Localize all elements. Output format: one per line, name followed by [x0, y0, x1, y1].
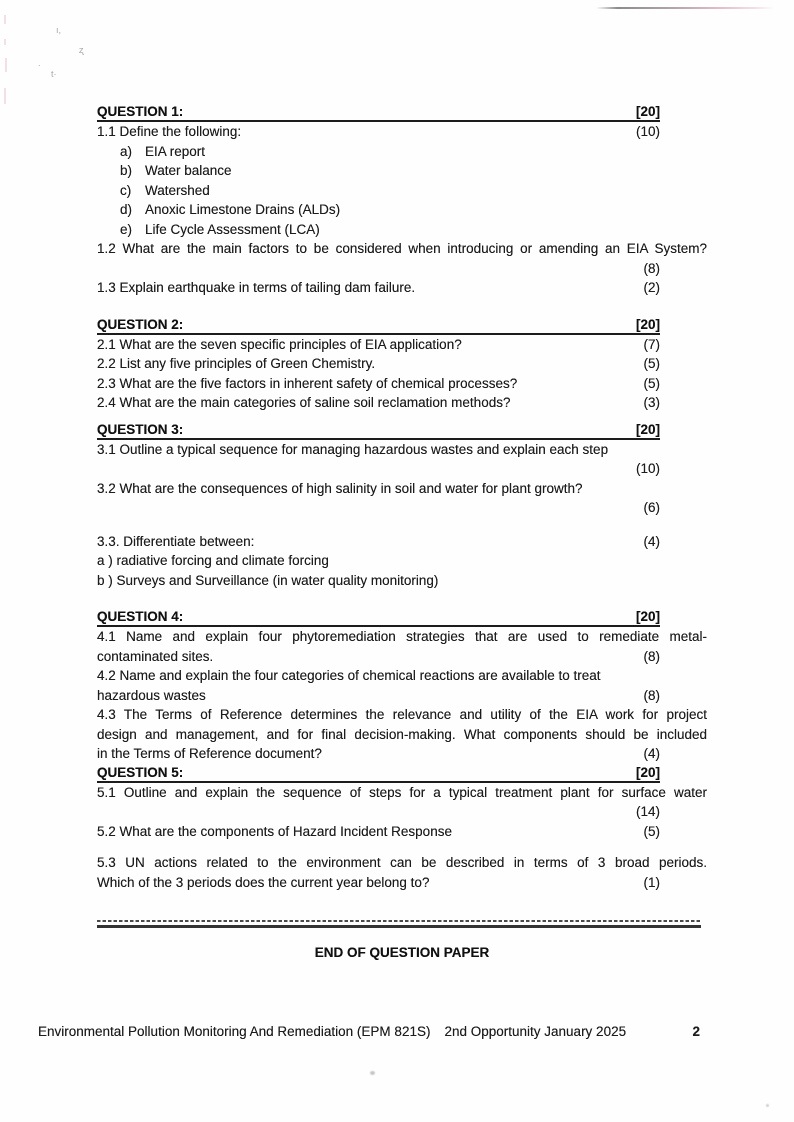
marks-value: (10)	[635, 461, 660, 476]
question-line	[97, 479, 707, 499]
item-label: d)	[120, 202, 133, 217]
marks-value: (5)	[643, 375, 660, 391]
question-line	[97, 627, 707, 647]
question-heading: QUESTION 1:	[97, 104, 184, 119]
item-label: a)	[120, 143, 133, 159]
scan-artifact-pen-mark: t·	[51, 69, 57, 79]
question-line	[97, 335, 707, 355]
marks-value: (4)	[643, 746, 660, 761]
marks-line	[97, 459, 707, 479]
scan-artifact-pink-tick	[4, 15, 6, 24]
question-line	[97, 551, 707, 571]
question-line	[97, 705, 707, 725]
line-text: 3.2 What are the consequences of high salinity in soil and water for plant growth?	[97, 480, 583, 496]
marks-value: (8)	[643, 260, 660, 276]
scan-artifact-smudge	[370, 1071, 375, 1075]
question-1-heading-row	[97, 103, 660, 122]
line-text: 1.1 Define the following:	[97, 124, 242, 139]
question-4-heading-row	[97, 608, 660, 627]
question-total-marks: [20]	[635, 609, 660, 624]
item-label: e)	[120, 221, 133, 237]
marks-value: (14)	[635, 804, 660, 819]
definition-item	[97, 200, 707, 220]
solid-rule	[97, 925, 701, 928]
marks-value: (8)	[643, 648, 660, 664]
scan-artifact-top-line	[596, 7, 774, 9]
scan-artifact-pen-mark: ı,	[56, 25, 62, 35]
question-total-marks: [20]	[635, 421, 660, 437]
marks-line	[97, 802, 707, 822]
footer-course-title: Environmental Pollution Monitoring And Remediation (EPM 821S)	[38, 1024, 431, 1039]
line-text: Which of the 3 periods does the current year belong to?	[97, 874, 430, 890]
scan-artifact-pink-tick	[4, 88, 6, 104]
item-label: b)	[120, 163, 133, 178]
question-line	[97, 239, 707, 259]
definition-item	[97, 220, 707, 240]
marks-value: (2)	[643, 280, 660, 295]
footer-page-number: 2	[692, 1024, 700, 1039]
question-line	[97, 873, 707, 893]
line-text: design and management, and for final decision-making. What components should be included	[97, 726, 707, 742]
question-heading: QUESTION 5:	[97, 764, 184, 780]
question-line	[97, 571, 707, 591]
line-text: 3.1 Outline a typical sequence for managing hazardous wastes and explain each step	[97, 441, 609, 457]
scan-artifact-pink-tick	[5, 58, 7, 72]
question-heading: QUESTION 2:	[97, 316, 184, 332]
end-divider	[97, 920, 701, 928]
item-text: Watershed	[145, 182, 210, 198]
marks-value: (7)	[643, 336, 660, 352]
line-text: 5.2 What are the components of Hazard Incident Response	[97, 823, 452, 839]
question-line	[97, 686, 707, 706]
question-total-marks: [20]	[635, 316, 660, 332]
marks-value: (3)	[643, 395, 660, 410]
marks-value: (5)	[643, 823, 660, 839]
item-text: Life Cycle Assessment (LCA)	[145, 221, 320, 237]
marks-value: (10)	[635, 124, 660, 139]
line-text: 4.3 The Terms of Reference determines the relevance and utility of the EIA work for project	[97, 707, 707, 722]
question-3-heading-row	[97, 421, 660, 440]
question-total-marks: [20]	[635, 104, 660, 119]
line-text: 5.1 Outline and explain the sequence of steps for a typical treatment plant for surface water	[97, 784, 707, 800]
marks-line	[97, 259, 707, 279]
line-text: 2.3 What are the five factors in inherent safety of chemical processes?	[97, 375, 518, 391]
scan-artifact-pen-mark: .	[38, 58, 41, 68]
line-text: b ) Surveys and Surveillance (in water quality monitoring)	[97, 572, 439, 588]
question-line	[97, 354, 707, 374]
marks-line	[97, 498, 707, 518]
question-line	[97, 440, 707, 460]
line-text: 5.3 UN actions related to the environment can be described in terms of 3 broad periods.	[97, 855, 707, 870]
question-line	[97, 393, 707, 413]
line-text: 1.2 What are the main factors to be considered when introducing or amending an EIA System?	[97, 241, 707, 256]
scan-artifact-pen-mark: ʐ	[79, 45, 84, 55]
question-line	[97, 853, 707, 873]
definition-item	[97, 181, 707, 201]
item-text: EIA report	[145, 143, 206, 159]
question-line	[97, 783, 707, 803]
question-heading: QUESTION 3:	[97, 421, 184, 437]
question-line	[97, 725, 707, 745]
item-label: c)	[120, 182, 132, 198]
line-text: in the Terms of Reference document?	[97, 746, 322, 761]
line-text: 2.2 List any five principles of Green Chemistry.	[97, 356, 376, 371]
page-footer	[38, 1023, 704, 1041]
question-line	[97, 374, 707, 394]
item-text: Anoxic Limestone Drains (ALDs)	[145, 202, 341, 217]
question-2-heading-row	[97, 316, 660, 335]
question-line	[97, 647, 707, 667]
question-line	[97, 822, 707, 842]
marks-value: (5)	[643, 356, 660, 371]
line-text: 4.1 Name and explain four phytoremediation strategies that are used to remediate metal-	[97, 629, 707, 644]
question-line	[97, 532, 707, 552]
question-line	[97, 278, 707, 298]
question-line	[97, 666, 707, 686]
marks-value: (8)	[643, 687, 660, 703]
scan-artifact-pink-tick	[4, 39, 6, 45]
marks-value: (6)	[643, 500, 660, 515]
line-text: contaminated sites.	[97, 648, 214, 664]
item-text: Water balance	[145, 163, 232, 178]
definition-item	[97, 142, 707, 162]
question-total-marks: [20]	[635, 764, 660, 780]
line-text: 4.2 Name and explain the four categories of chemical reactions are available to treat	[97, 668, 601, 683]
end-of-paper-note: END OF QUESTION PAPER	[314, 944, 490, 960]
line-text: 2.4 What are the main categories of saline soil reclamation methods?	[97, 395, 511, 410]
definition-item	[97, 161, 707, 181]
line-text: 3.3. Differentiate between:	[97, 533, 255, 549]
scan-artifact-smudge	[766, 1104, 769, 1107]
marks-value: (4)	[643, 533, 660, 549]
question-5-heading-row	[97, 764, 660, 783]
question-paper-body	[97, 103, 707, 962]
question-line	[97, 122, 707, 142]
footer-session: 2nd Opportunity January 2025	[444, 1024, 627, 1039]
line-text: 2.1 What are the seven specific principles of EIA application?	[97, 336, 462, 352]
marks-value: (1)	[643, 874, 660, 890]
question-line	[97, 744, 707, 764]
line-text: 1.3 Explain earthquake in terms of tailing dam failure.	[97, 280, 416, 295]
line-text: a ) radiative forcing and climate forcing	[97, 553, 329, 568]
dashed-rule	[97, 920, 701, 922]
question-heading: QUESTION 4:	[97, 609, 184, 624]
line-text: hazardous wastes	[97, 687, 206, 703]
